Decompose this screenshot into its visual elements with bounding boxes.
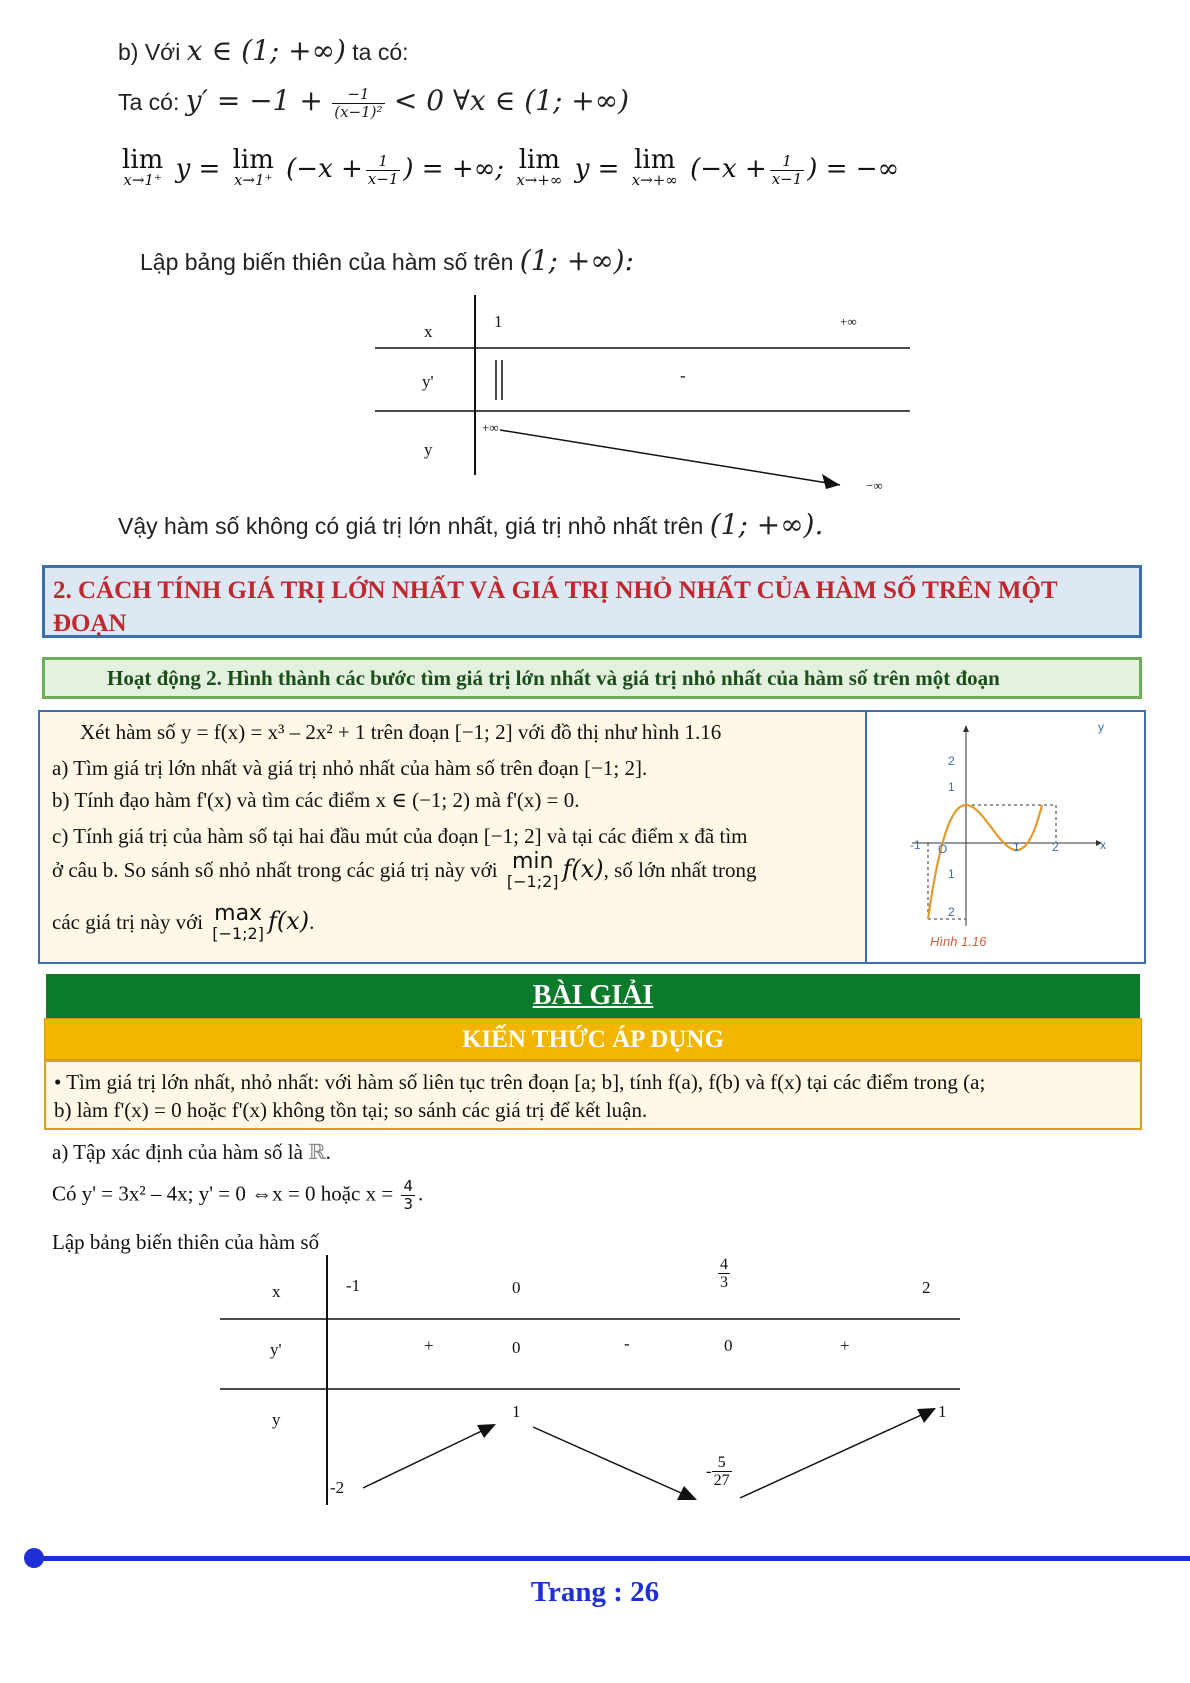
- table2-x-fraction: [718, 1256, 730, 1291]
- lim-frac-num: 1: [770, 153, 805, 171]
- table2-row-y: y: [272, 1410, 281, 1429]
- solution-derivative-text: Có y' = 3x² – 4x; y' = 0 ⇔x = 0 hoặc x =: [52, 1181, 394, 1206]
- activity-heading: Hoạt động 2. Hình thành các bước tìm giá trị lớn nhất và giá trị nhỏ nhất của hàm số trên một đoạn: [42, 657, 1142, 699]
- table1-y-start: +∞: [482, 420, 499, 435]
- lim-word: lim: [634, 145, 676, 175]
- table2-y-start: -2: [330, 1478, 345, 1497]
- lim-frac-den: x−1: [367, 169, 399, 188]
- table1-row-x: x: [424, 322, 433, 341]
- table2-yprime-sign: +: [840, 1336, 850, 1355]
- fig-tick-x2: 2: [1052, 840, 1059, 854]
- table1-x-end: +∞: [840, 314, 857, 329]
- figure-background: [908, 720, 1108, 954]
- solution-header: [46, 974, 1140, 1018]
- lim-y: y =: [574, 154, 620, 184]
- problem-line-6: [52, 901, 315, 944]
- table2-yprime-sign: -: [624, 1334, 630, 1353]
- problem-line-5-b: , số lớn nhất trong: [603, 857, 757, 882]
- lim-sub: x→+∞: [516, 171, 563, 189]
- table2-x-frac-num: 4: [720, 1256, 728, 1273]
- table2-y-end: 1: [938, 1402, 947, 1421]
- footer-rule: [32, 1556, 1190, 1561]
- derivative-prefix: Ta có:: [118, 89, 180, 115]
- table2-row-yprime: y': [270, 1340, 282, 1359]
- table1-row-yprime: y': [422, 372, 434, 391]
- solution-derivative-dot: .: [418, 1181, 424, 1206]
- table2-x-value: 0: [512, 1278, 521, 1297]
- fig-tick-ym1: 1: [948, 867, 955, 881]
- table1-caption-math: (1; +∞):: [519, 244, 634, 277]
- fig-tick-x1: 1: [1013, 840, 1020, 854]
- limit-1: [122, 145, 164, 190]
- lim-word: lim: [232, 145, 274, 175]
- solution-domain-set: ℝ: [308, 1140, 326, 1164]
- table1-x-start: 1: [494, 312, 503, 331]
- derivative-fraction-num: −1: [332, 86, 384, 104]
- table2-yprime-sign: 0: [724, 1336, 733, 1355]
- part-b-intro-suffix: ta có:: [352, 39, 409, 65]
- fig-tick-ym2: 2: [948, 905, 955, 919]
- lim-word: lim: [518, 145, 561, 175]
- min-fx: f(x): [562, 854, 604, 883]
- solution-domain-line: [52, 1140, 331, 1165]
- derivative-fraction-den: (x−1)²: [334, 103, 383, 122]
- max-sub: [−1;2]: [212, 924, 264, 943]
- table2-x-value: 2: [922, 1278, 931, 1297]
- table1-decrease-arrow: [500, 430, 840, 485]
- table2-y-min-mid: [706, 1454, 732, 1489]
- solution-table-caption: Lập bảng biến thiên của hàm số: [52, 1230, 320, 1254]
- problem-line-3: b) Tính đạo hàm f'(x) và tìm các điểm x ∈ (−1; 2) mà f'(x) = 0.: [52, 788, 580, 812]
- lim-sub: x→1⁺: [233, 171, 273, 189]
- table1-arrow-head: [822, 474, 840, 489]
- figure-caption: Hình 1.16: [930, 934, 987, 949]
- lim-result-1: = +∞;: [421, 154, 505, 184]
- lim-expr-close: ): [807, 154, 818, 184]
- limits-line: [118, 145, 900, 190]
- derivative-lhs: y′ = −1 +: [185, 84, 323, 117]
- lim-y: y =: [175, 154, 221, 184]
- max-operator: [212, 901, 264, 944]
- derivative-line: [118, 84, 629, 121]
- knowledge-header: KIẾN THỨC ÁP DỤNG: [44, 1018, 1142, 1060]
- part-b-intro-prefix: b) Với: [118, 39, 181, 65]
- max-fx: f(x): [267, 906, 310, 935]
- fig-origin: O: [938, 842, 948, 856]
- table2-yprime-sign: +: [424, 1336, 434, 1355]
- table2-y-min-sign: -: [706, 1461, 712, 1481]
- conclusion-math: (1; +∞).: [709, 508, 824, 541]
- part-b-intro-math: x ∈ (1; +∞): [186, 34, 346, 67]
- knowledge-box: [44, 1060, 1142, 1130]
- problem-line-5-a: ở câu b. So sánh số nhỏ nhất trong các giá trị này với: [52, 857, 498, 882]
- solution-frac-num: 4: [403, 1177, 414, 1195]
- table2-y-min-num: 5: [712, 1454, 732, 1472]
- table1-caption-text: Lập bảng biến thiên của hàm số trên: [140, 249, 514, 275]
- problem-line-4: c) Tính giá trị của hàm số tại hai đầu mút của đoạn [−1; 2] và tại các điểm x đã tìm: [52, 824, 748, 848]
- table2-y-min-frac: [712, 1454, 732, 1489]
- problem-line-1: Xét hàm số y = f(x) = x³ – 2x² + 1 trên đoạn [−1; 2] với đồ thị như hình 1.16: [80, 720, 722, 744]
- lim-expr-fraction: [770, 153, 805, 188]
- knowledge-line-1: • Tìm giá trị lớn nhất, nhỏ nhất: với hàm số liên tục trên đoạn [a; b], tính f(a), f(b) và f(x) tại các điểm trong (a;: [54, 1070, 986, 1094]
- fig-axis-y: y: [1098, 720, 1104, 734]
- fig-tick-xm1: -1: [910, 838, 921, 852]
- part-b-intro: [118, 34, 409, 67]
- problem-line-6-a: các giá trị này với: [52, 909, 204, 934]
- knowledge-line-2: b) làm f'(x) = 0 hoặc f'(x) không tồn tại; so sánh các giá trị để kết luận.: [54, 1098, 648, 1122]
- table2-arrow-down: [533, 1427, 690, 1497]
- table2-arrow-head-1: [477, 1424, 496, 1438]
- table2-yprime-sign: 0: [512, 1338, 521, 1357]
- lim-frac-den: x−1: [771, 169, 803, 188]
- table2-x-frac: [718, 1256, 730, 1291]
- table2-y-min-den: 27: [713, 1472, 730, 1489]
- lim-expr-open: (−x +: [286, 154, 363, 184]
- derivative-fraction: [332, 86, 384, 121]
- problem-line-5: [52, 849, 757, 892]
- solution-derivative-fraction: [401, 1178, 415, 1213]
- lim-expr-open: (−x +: [690, 154, 767, 184]
- solution-domain-dot: .: [325, 1140, 331, 1164]
- table2-x-value: -1: [346, 1276, 361, 1295]
- limit-2: [232, 145, 274, 190]
- problem-line-2: a) Tìm giá trị lớn nhất và giá trị nhỏ nhất của hàm số trên đoạn [−1; 2].: [52, 756, 648, 780]
- table2-arrow-up-2: [740, 1411, 930, 1498]
- problem-line-6-b: .: [309, 909, 315, 934]
- lim-sub: x→1⁺: [123, 171, 162, 189]
- section-heading: 2. CÁCH TÍNH GIÁ TRỊ LỚN NHẤT VÀ GIÁ TRỊ NHỎ NHẤT CỦA HÀM SỐ TRÊN MỘT ĐOẠN: [42, 565, 1142, 638]
- lim-expr-fraction: [366, 153, 401, 188]
- table2-row-x: x: [272, 1282, 281, 1301]
- min-word: min: [511, 849, 554, 874]
- min-operator: [506, 849, 559, 892]
- lim-result-2: = −∞: [825, 154, 900, 184]
- solution-header-text: BÀI GIẢI: [532, 980, 654, 1011]
- table1-yprime-sign: -: [680, 366, 686, 385]
- fig-tick-y1: 1: [948, 780, 955, 794]
- footer-dot: [24, 1548, 44, 1568]
- table1-caption: [140, 244, 634, 277]
- variation-table-2: [215, 1255, 965, 1515]
- conclusion-text: Vậy hàm số không có giá trị lớn nhất, giá trị nhỏ nhất trên: [118, 513, 704, 539]
- function-graph-figure: [908, 720, 1108, 954]
- solution-derivative-line: [52, 1178, 423, 1213]
- fig-tick-y2: 2: [948, 754, 955, 768]
- page-number: Trang : 26: [530, 1576, 660, 1608]
- table2-y-max-mid: 1: [512, 1402, 521, 1421]
- problem-box: [38, 710, 1146, 964]
- lim-expr-close: ): [403, 154, 414, 184]
- max-word: max: [214, 901, 263, 926]
- table1-row-y: y: [424, 440, 433, 459]
- table2-x-frac-den: 3: [720, 1274, 728, 1291]
- table1-y-end: −∞: [866, 478, 883, 493]
- problem-text-panel: [40, 712, 867, 962]
- limit-3: [516, 145, 563, 190]
- limit-4: [631, 145, 678, 190]
- solution-domain-text: a) Tập xác định của hàm số là: [52, 1140, 303, 1164]
- derivative-rhs: < 0 ∀x ∈ (1; +∞): [393, 84, 629, 117]
- fig-axis-x: x: [1100, 838, 1106, 852]
- lim-sub: x→+∞: [631, 171, 678, 189]
- variation-table-1: [370, 290, 920, 505]
- part-b-conclusion: [118, 508, 823, 541]
- solution-frac-den: 3: [403, 1195, 414, 1213]
- min-sub: [−1;2]: [506, 872, 559, 891]
- table2-arrow-up-1: [363, 1427, 490, 1488]
- lim-frac-num: 1: [366, 153, 401, 171]
- lim-word: lim: [122, 145, 164, 175]
